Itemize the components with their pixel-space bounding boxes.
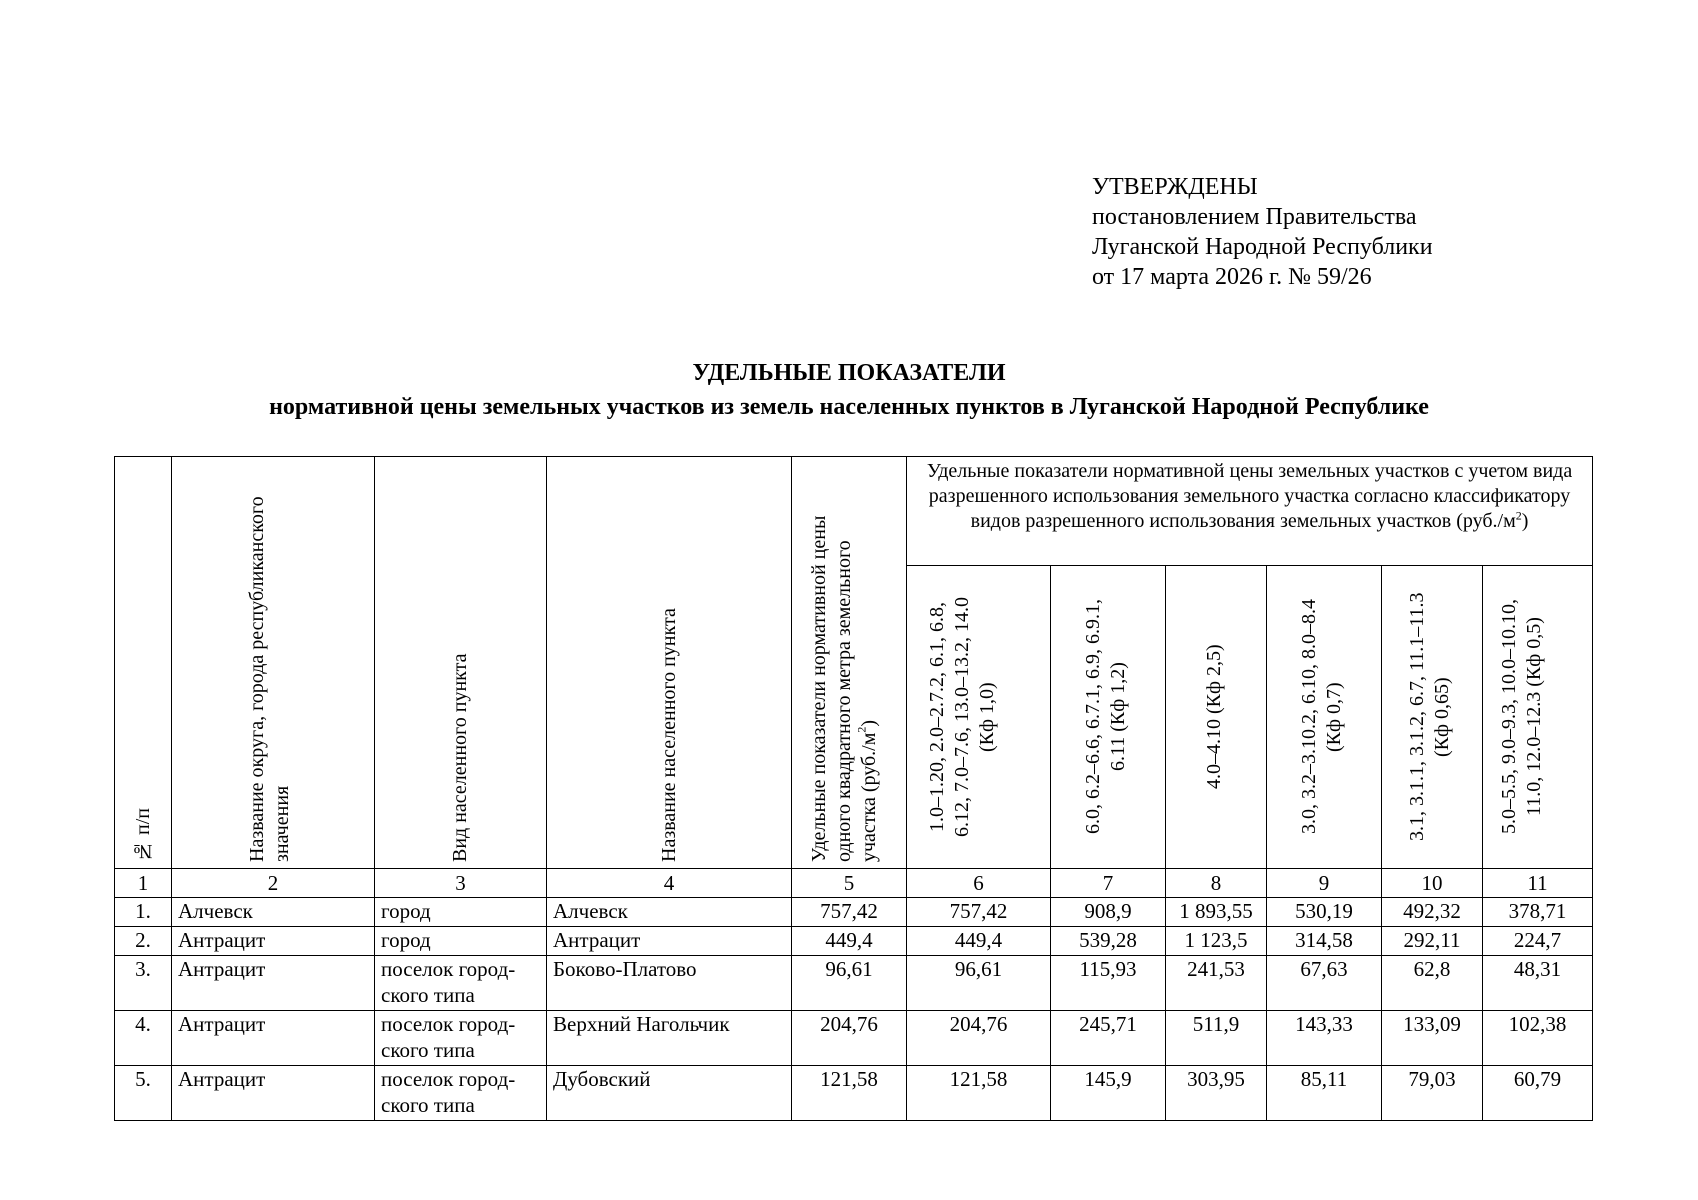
row-settlement-type: [375, 956, 547, 1011]
column-number: 4: [547, 869, 792, 898]
row-number: 5.: [115, 1066, 172, 1121]
row-price-kf-0-7: 530,19: [1267, 898, 1382, 927]
row-price-kf-1-2: 145,9: [1051, 1066, 1166, 1121]
row-price-kf-0-65: 79,03: [1382, 1066, 1483, 1121]
row-settlement-name: Антрацит: [547, 927, 792, 956]
row-base-price: 757,42: [792, 898, 907, 927]
row-price-kf-0-7: 314,58: [1267, 927, 1382, 956]
column-number: 10: [1382, 869, 1483, 898]
row-number: 1.: [115, 898, 172, 927]
row-price-kf-0-65: 292,11: [1382, 927, 1483, 956]
row-price-kf-2-5: 1 123,5: [1166, 927, 1267, 956]
approval-heading: УТВЕРЖДЕНЫ: [1092, 174, 1258, 200]
row-settlement-type: город: [375, 898, 547, 927]
table-row: [115, 1011, 1593, 1066]
row-district: Антрацит: [172, 1011, 375, 1066]
approval-block: [1092, 172, 1433, 292]
column-number: 5: [792, 869, 907, 898]
row-settlement-name: Верхний Нагольчик: [547, 1011, 792, 1066]
column-number: 2: [172, 869, 375, 898]
table-row: [115, 927, 1593, 956]
table-row: [115, 1066, 1593, 1121]
row-number: 3.: [115, 956, 172, 1011]
row-price-kf-1-0: 96,61: [907, 956, 1051, 1011]
row-base-price: 204,76: [792, 1011, 907, 1066]
row-base-price: 449,4: [792, 927, 907, 956]
header-usage-kf-0-7: 3.0, 3.2–3.10.2, 6.10, 8.0–8.4 (Кф 0,7): [1267, 566, 1382, 869]
row-price-kf-0-5: 378,71: [1483, 898, 1593, 927]
document-title: УДЕЛЬНЫЕ ПОКАЗАТЕЛИ: [692, 360, 1006, 386]
row-district: Антрацит: [172, 956, 375, 1011]
row-price-kf-0-5: 224,7: [1483, 927, 1593, 956]
row-settlement-type: город: [375, 927, 547, 956]
row-district: Антрацит: [172, 1066, 375, 1121]
column-number: 6: [907, 869, 1051, 898]
row-number: 2.: [115, 927, 172, 956]
header-usage-kf-1-0: 1.0–1.20, 2.0–2.7.2, 6.1, 6.8, 6.12, 7.0–7.6, 13.0–13.2, 14.0 (Кф 1,0): [907, 566, 1051, 869]
row-price-kf-0-65: 62,8: [1382, 956, 1483, 1011]
column-number: 8: [1166, 869, 1267, 898]
header-base-price-text: Удельные показатели нормативной цены одного квадратного метра земельного участка $(руб./м^2)$: [808, 515, 880, 862]
land-price-table: [114, 456, 1593, 1121]
row-district: Антрацит: [172, 927, 375, 956]
row-settlement-type-text: поселок город-ского типа: [381, 957, 516, 1007]
row-base-price: 96,61: [792, 956, 907, 1011]
row-price-kf-0-7: 67,63: [1267, 956, 1382, 1011]
column-number: 7: [1051, 869, 1166, 898]
row-price-kf-0-5: 48,31: [1483, 956, 1593, 1011]
column-number-row: [115, 869, 1593, 898]
row-price-kf-0-65: 492,32: [1382, 898, 1483, 927]
row-price-kf-0-5: 60,79: [1483, 1066, 1593, 1121]
row-settlement-name: Алчевск: [547, 898, 792, 927]
document-subtitle: нормативной цены земельных участков из земель населенных пунктов в Луганской Народной Республике: [269, 394, 1429, 420]
row-settlement-type: [375, 1066, 547, 1121]
row-price-kf-1-2: 539,28: [1051, 927, 1166, 956]
row-price-kf-0-7: 143,33: [1267, 1011, 1382, 1066]
header-base-price: [792, 457, 907, 869]
row-price-kf-0-5: 102,38: [1483, 1011, 1593, 1066]
row-price-kf-1-0: 121,58: [907, 1066, 1051, 1121]
row-base-price: 121,58: [792, 1066, 907, 1121]
row-district: Алчевск: [172, 898, 375, 927]
row-price-kf-1-2: 908,9: [1051, 898, 1166, 927]
row-price-kf-2-5: 303,95: [1166, 1066, 1267, 1121]
row-number: 4.: [115, 1011, 172, 1066]
row-price-kf-1-2: 245,71: [1051, 1011, 1166, 1066]
row-settlement-type-text: поселок город-ского типа: [381, 1067, 516, 1117]
column-number: 3: [375, 869, 547, 898]
row-price-kf-1-0: 757,42: [907, 898, 1051, 927]
row-price-kf-1-0: 204,76: [907, 1011, 1051, 1066]
row-price-kf-0-7: 85,11: [1267, 1066, 1382, 1121]
row-settlement-name: Боково-Платово: [547, 956, 792, 1011]
row-price-kf-2-5: 1 893,55: [1166, 898, 1267, 927]
row-price-kf-2-5: 511,9: [1166, 1011, 1267, 1066]
table-row: [115, 898, 1593, 927]
row-settlement-type: [375, 1011, 547, 1066]
header-number: [115, 457, 172, 869]
header-group-usage: Удельные показатели нормативной цены земельных участков с учетом вида разрешенного использования земельного участка согласно классификатору видов разрешенного использования земельных участков $(руб./м^2)$: [907, 457, 1593, 566]
approval-line-decree: постановлением Правительства: [1092, 204, 1417, 230]
header-district-text: Название округа, города республиканского значения: [246, 496, 293, 862]
column-number: 9: [1267, 869, 1382, 898]
header-district: [172, 457, 375, 869]
row-settlement-name: Дубовский: [547, 1066, 792, 1121]
header-usage-kf-0-5: 5.0–5.5, 9.0–9.3, 10.0–10.10, 11.0, 12.0–12.3 (Кф 0,5): [1483, 566, 1593, 869]
header-settlement-name: [547, 457, 792, 869]
header-usage-kf-1-2: 6.0, 6.2–6.6, 6.7.1, 6.9, 6.9.1, 6.11 (Кф 1,2): [1051, 566, 1166, 869]
header-settlement-type: [375, 457, 547, 869]
row-price-kf-0-65: 133,09: [1382, 1011, 1483, 1066]
column-number: 11: [1483, 869, 1593, 898]
column-number: 1: [115, 869, 172, 898]
header-usage-kf-2-5: 4.0–4.10 (Кф 2,5): [1166, 566, 1267, 869]
header-usage-kf-0-65: 3.1, 3.1.1, 3.1.2, 6.7, 11.1–11.3 (Кф 0,65): [1382, 566, 1483, 869]
approval-line-republic: Луганской Народной Республики: [1092, 234, 1433, 260]
row-settlement-type-text: поселок город-ского типа: [381, 1012, 516, 1062]
row-price-kf-1-2: 115,93: [1051, 956, 1166, 1011]
approval-line-date: от 17 марта 2026 г. № 59/26: [1092, 264, 1372, 290]
table-row: [115, 956, 1593, 1011]
header-settlement-name-text: Название населенного пункта: [657, 608, 680, 862]
header-settlement-type-text: Вид населенного пункта: [449, 653, 471, 862]
header-number-text: № п/п: [131, 808, 154, 862]
row-price-kf-2-5: 241,53: [1166, 956, 1267, 1011]
row-price-kf-1-0: 449,4: [907, 927, 1051, 956]
